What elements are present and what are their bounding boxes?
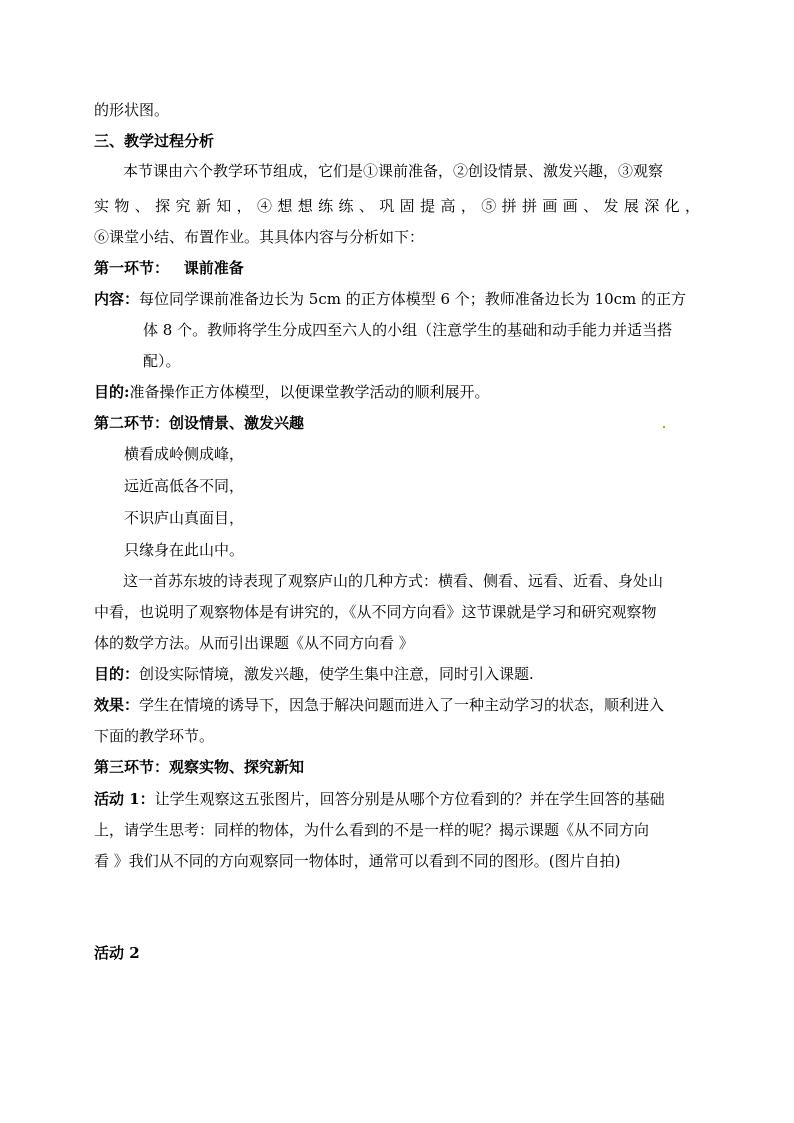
stage-2-heading: 第二环节：创设情景、激发兴趣 xyxy=(94,414,305,432)
intro-paragraph-line: 本节课由六个教学环节组成，它们是①课前准备，②创设情景、激发兴趣，③观察 xyxy=(123,162,664,180)
purpose-line xyxy=(94,382,490,402)
stage-label: 第一环节： xyxy=(94,259,170,277)
poem-analysis-line: 中看，也说明了观察物体是有讲究的，《从不同方向看》这节课就是学习和研究观察物 xyxy=(94,603,657,621)
purpose-label: 目的: xyxy=(94,383,130,401)
purpose-label: 目的： xyxy=(94,665,140,683)
activity-line: 看 》我们从不同的方向观察同一物体时，通常可以看到不同的图形。(图片自拍) xyxy=(94,852,621,870)
poem-line: 横看成岭侧成峰， xyxy=(124,445,245,463)
poem-analysis-line: 这一首苏东坡的诗表现了观察庐山的几种方式：横看、侧看、远看、近看、身处山 xyxy=(123,572,664,590)
content-line: 配）。 xyxy=(143,352,181,370)
activity-line xyxy=(94,789,665,809)
effect-line: 下面的教学环节。 xyxy=(94,727,215,745)
purpose-text: 创设实际情境，激发兴趣，使学生集中注意，同时引入课题. xyxy=(139,665,534,683)
stage-3-heading: 第三环节：观察实物、探究新知 xyxy=(94,758,305,776)
section-heading: 三、教学过程分析 xyxy=(94,132,215,150)
content-label: 内容： xyxy=(94,290,140,308)
poem-line: 远近高低各不同， xyxy=(124,477,245,495)
intro-paragraph-line: 实物、探究新知，④想想练练、巩固提高，⑤拼拼画画、发展深化， xyxy=(94,197,700,215)
poem-analysis-line: 体的数学方法。从而引出课题《从不同方向看 》 xyxy=(94,634,414,652)
poem-line: 只缘身在此山中。 xyxy=(124,541,245,559)
text-line: 的形状图。 xyxy=(94,101,170,119)
activity-line: 上，请学生思考：同样的物体，为什么看到的不是一样的呢？揭示课题《从不同方向 xyxy=(94,821,650,839)
content-line: 体 8 个。教师将学生分成四至六人的小组（注意学生的基础和动手能力并适当搭 xyxy=(143,321,673,339)
intro-paragraph-line: ⑥课堂小结、布置作业。其具体内容与分析如下： xyxy=(94,228,425,246)
stage-1-heading xyxy=(94,258,244,278)
effect-label: 效果： xyxy=(94,696,140,714)
activity-text: 让学生观察这五张图片，回答分别是从哪个方位看到的？并在学生回答的基础 xyxy=(154,790,665,808)
purpose-line xyxy=(94,664,534,684)
purpose-text: 准备操作正方体模型，以便课堂教学活动的顺利展开。 xyxy=(129,383,490,401)
stage-title: 课前准备 xyxy=(183,259,244,277)
effect-text: 学生在情境的诱导下，因急于解决问题而进入了一种主动学习的状态，顺利进入 xyxy=(139,696,665,714)
stray-mark xyxy=(663,426,665,428)
activity-2-heading: 活动 2 xyxy=(94,944,140,962)
activity-label: 活动 1： xyxy=(94,790,155,808)
effect-line xyxy=(94,695,664,715)
poem-line: 不识庐山真面目， xyxy=(124,509,245,527)
content-text: 每位同学课前准备边长为 5cm 的正方体模型 6 个；教师准备边长为 10cm 的正方 xyxy=(139,290,687,308)
content-line xyxy=(94,289,686,309)
